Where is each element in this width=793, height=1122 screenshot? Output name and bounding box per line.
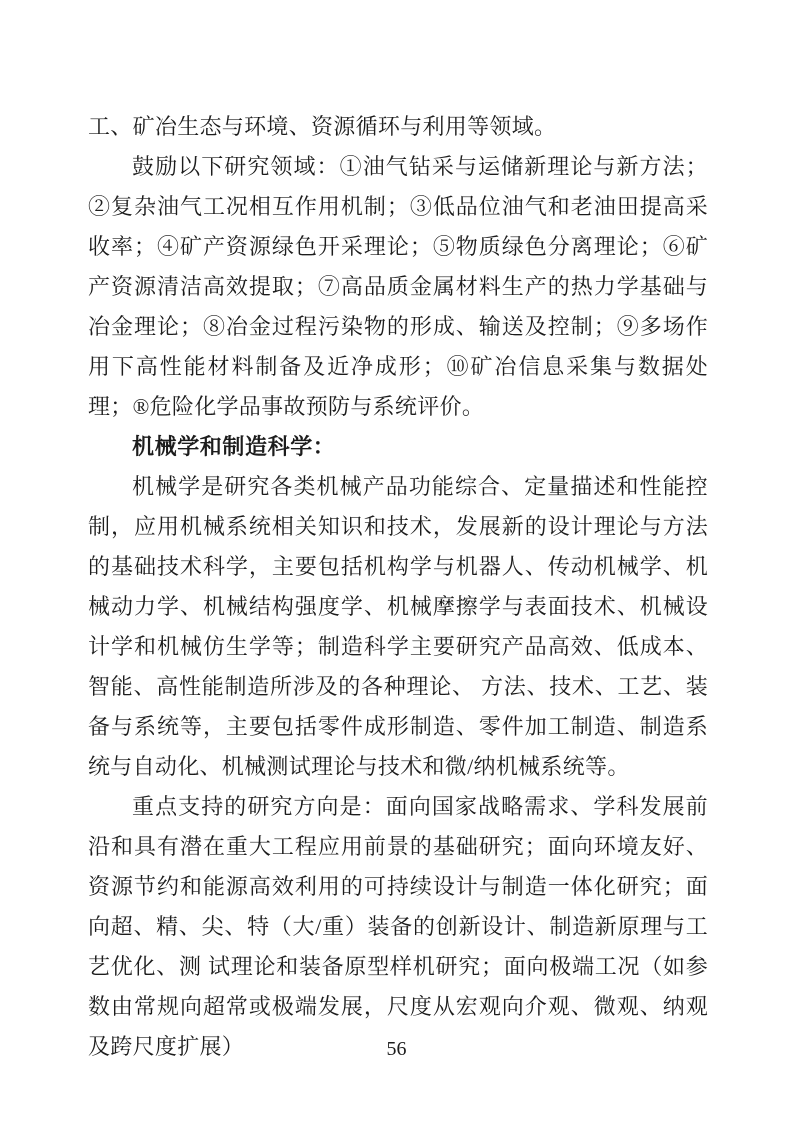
paragraph-continuation: 工、矿冶生态与环境、资源循环与利用等领域。 <box>88 114 557 139</box>
paragraph-mechanics-discipline-intro: 机械学是研究各类机械产品功能综合、定量描述和性能控制，应用机械系统相关知识和技术，发展新的设计理论与方法的基础技术科学，主要包括机构学与机器人、传动机械学、机械动力学、机械结构强度学、机械摩擦学与表面技术、机械设计学和机械仿生学等；制造科学主要研究产品高效、低成本、智能、高性能制造所涉及的各种理论、 方法、技术、工艺、装备与系统等，主要包括零件成形制造、零件加工制造、制造系统与自动化、机械测试理论与技术和微/纳机械系统等。 <box>88 474 708 779</box>
section-heading-mechanics-and-manufacturing: 机械学和制造科学： <box>132 434 336 459</box>
paragraph-encouraged-research-areas: 鼓励以下研究领域：①油气钻采与运储新理论与新方法；②复杂油气工况相互作用机制；③低品位油气和老油田提高采收率；④矿产资源绿色开采理论；⑤物质绿色分离理论；⑥矿产资源清洁高效提取；⑦高品质金属材料生产的热力学基础与冶金理论；⑧冶金过程污染物的形成、输送及控制；⑨多场作用下高性能材料制备及近净成形；⑩矿冶信息采集与数据处理；®危险化学品事故预防与系统评价。 <box>88 154 708 419</box>
paragraph-key-research-directions: 重点支持的研究方向是：面向国家战略需求、学科发展前沿和具有潜在重大工程应用前景的基础研究；面向环境友好、资源节约和能源高效利用的可持续设计与制造一体化研究；面向超、精、尖、特（大/重）装备的创新设计、制造新原理与工艺优化、测 试理论和装备原型样机研究；面向极端工况（如参数由常规向超常或极端发展，尺度从宏观向介观、微观、纳观及跨尺度扩展） <box>88 794 708 1059</box>
document-body <box>88 107 708 1067</box>
page-number: 56 <box>386 1038 407 1060</box>
